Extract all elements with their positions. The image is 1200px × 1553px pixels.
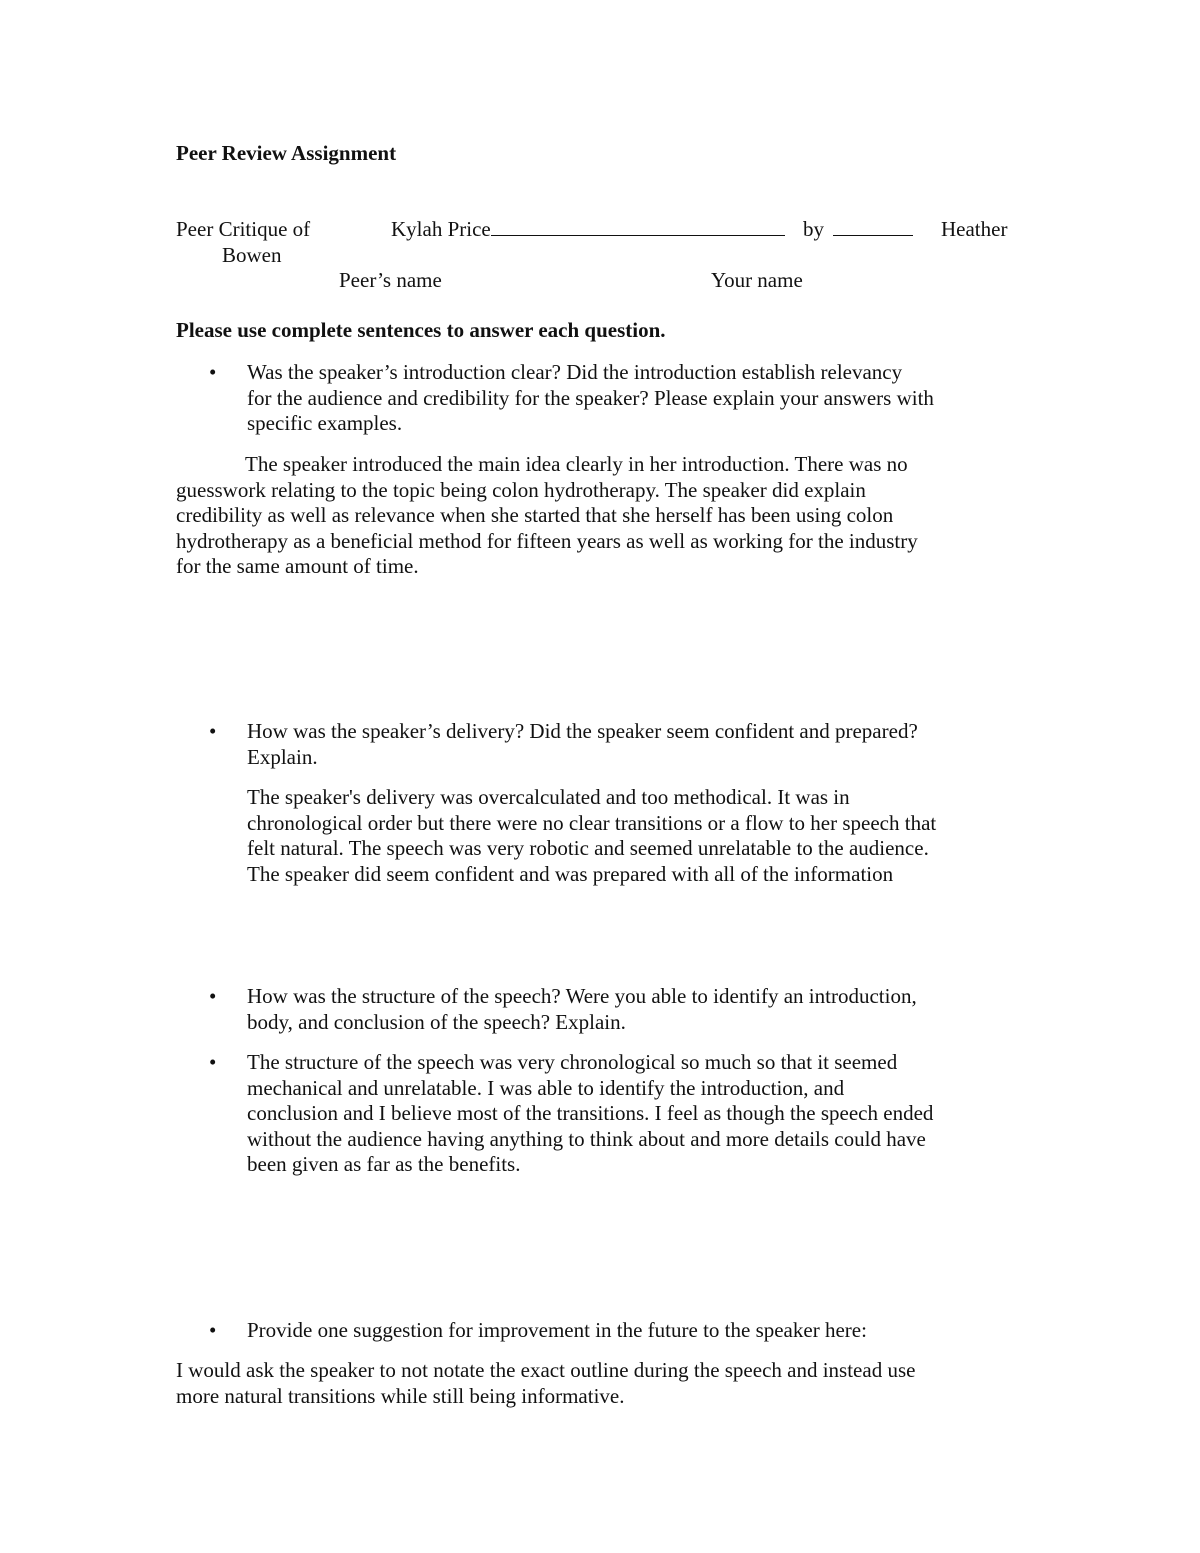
answer-2 [247,785,936,887]
question-1-line: for the audience and credibility for the speaker? Please explain your answers with [247,385,934,410]
question-2-line: How was the speaker’s delivery? Did the speaker seem confident and prepared? [247,719,918,743]
question-3-line: body, and conclusion of the speech? Explain. [247,1009,626,1034]
by-label: by [803,217,824,241]
peer-name-value: Kylah Price [391,217,491,241]
answer-2-line: chronological order but there were no clear transitions or a flow to her speech that [247,810,937,835]
answer-3-line: without the audience having anything to think about and more details could have [247,1126,926,1151]
answer-1 [176,452,918,580]
question-1 [247,360,934,437]
answer-4 [176,1358,915,1409]
question-4: Provide one suggestion for improvement in the future to the speaker here: [247,1318,867,1342]
answer-3 [247,1050,933,1178]
answer-2-line: felt natural. The speech was very robotic and seemed unrelatable to the audience. [247,836,929,860]
peer-name-underline [491,217,785,236]
question-1-line: specific examples. [247,411,403,435]
answer-4-line: more natural transitions while still being informative. [176,1383,625,1408]
your-name-last: Bowen [222,243,282,267]
question-2-line: Explain. [247,744,318,769]
question-2 [247,719,918,770]
answer-3-line: conclusion and I believe most of the transitions. I feel as though the speech ended [247,1101,934,1125]
answer-1-line: hydrotherapy as a beneficial method for fifteen years as well as working for the industry [176,528,918,553]
critique-label: Peer Critique of [176,217,311,241]
document-title: Peer Review Assignment [176,141,397,165]
answer-1-line: for the same amount of time. [176,554,419,578]
bullet-q4: • [209,1318,217,1342]
answer-1-line: credibility as well as relevance when she started that she herself has been using colon [176,503,894,527]
question-1-line: Was the speaker’s introduction clear? Did the introduction establish relevancy [247,360,903,384]
your-name-underline [833,217,913,236]
question-3 [247,984,917,1035]
bullet-q3: • [209,984,217,1008]
answer-3-line: mechanical and unrelatable. I was able to identify the introduction, and [247,1075,845,1100]
your-name-first: Heather [941,217,1008,241]
bullet-q1: • [209,360,217,384]
answer-3-line: The structure of the speech was very chronological so much so that it seemed [247,1050,898,1074]
peer-name-caption: Peer’s name [339,268,442,292]
answer-2-line: The speaker's delivery was overcalculated and too methodical. It was in [247,785,850,809]
answer-2-line: The speaker did seem confident and was prepared with all of the information [247,861,894,886]
answer-4-line: I would ask the speaker to not notate the exact outline during the speech and instead use [176,1358,916,1382]
answer-1-line: guesswork relating to the topic being colon hydrotherapy. The speaker did explain [176,477,866,502]
your-name-underline-wrap [833,217,913,243]
question-3-line: How was the structure of the speech? Were you able to identify an introduction, [247,984,917,1008]
bullet-q2: • [209,719,217,743]
answer-3-line: been given as far as the benefits. [247,1152,521,1176]
instruction-heading: Please use complete sentences to answer each question. [176,318,666,342]
bullet-a3: • [209,1050,217,1074]
your-name-caption: Your name [711,268,803,292]
answer-1-line: The speaker introduced the main idea clearly in her introduction. There was no [245,452,908,476]
peer-name-field [391,217,785,243]
